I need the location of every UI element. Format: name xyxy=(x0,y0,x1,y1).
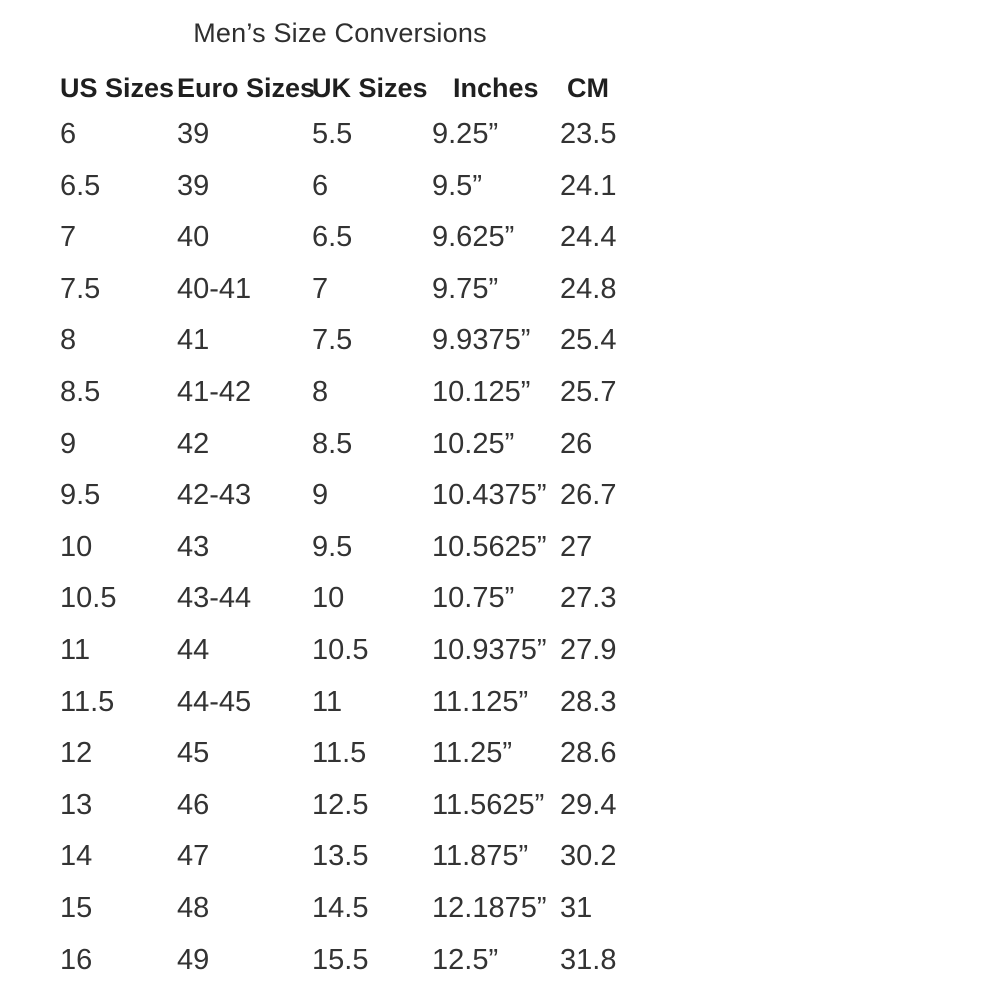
table-row xyxy=(60,783,680,835)
cell-euro-size: 41-42 xyxy=(177,375,252,408)
table-row xyxy=(60,112,680,164)
cell-euro-size: 40 xyxy=(177,221,210,254)
cell-uk-size: 10.5 xyxy=(312,633,369,666)
table-row xyxy=(60,370,680,422)
cell-cm: 27 xyxy=(560,530,593,563)
table-row xyxy=(60,267,680,319)
table-row xyxy=(60,164,680,216)
size-conversion-table xyxy=(60,66,680,989)
cell-cm: 26 xyxy=(560,427,593,460)
cell-us-size: 8 xyxy=(60,324,77,357)
cell-inches: 11.875” xyxy=(432,840,529,873)
cell-inches: 9.5” xyxy=(432,169,482,202)
cell-cm: 30.2 xyxy=(560,840,617,873)
cell-inches: 12.1875” xyxy=(432,891,547,924)
cell-inches: 12.5” xyxy=(432,943,499,976)
cell-cm: 26.7 xyxy=(560,479,617,512)
header-cm: CM xyxy=(567,73,609,103)
cell-inches: 10.75” xyxy=(432,582,515,615)
table-row xyxy=(60,576,680,628)
cell-inches: 10.25” xyxy=(432,427,515,460)
cell-us-size: 11.5 xyxy=(60,685,115,718)
cell-euro-size: 40-41 xyxy=(177,272,252,305)
cell-us-size: 8.5 xyxy=(60,375,101,408)
cell-us-size: 9.5 xyxy=(60,479,101,512)
cell-cm: 28.3 xyxy=(560,685,617,718)
cell-uk-size: 11 xyxy=(312,685,343,718)
cell-inches: 10.4375” xyxy=(432,479,547,512)
cell-euro-size: 44 xyxy=(177,633,210,666)
cell-uk-size: 8 xyxy=(312,375,329,408)
cell-uk-size: 7.5 xyxy=(312,324,353,357)
cell-uk-size: 8.5 xyxy=(312,427,353,460)
cell-uk-size: 9.5 xyxy=(312,530,353,563)
cell-inches: 9.9375” xyxy=(432,324,531,357)
cell-euro-size: 43-44 xyxy=(177,582,252,615)
cell-us-size: 16 xyxy=(60,943,93,976)
header-euro-sizes: Euro Sizes xyxy=(177,73,316,103)
cell-cm: 28.6 xyxy=(560,737,617,770)
cell-uk-size: 7 xyxy=(312,272,329,305)
table-row xyxy=(60,680,680,732)
cell-inches: 10.125” xyxy=(432,375,531,408)
cell-cm: 31.8 xyxy=(560,943,617,976)
cell-uk-size: 14.5 xyxy=(312,891,369,924)
cell-us-size: 7 xyxy=(60,221,77,254)
cell-cm: 27.3 xyxy=(560,582,617,615)
cell-uk-size: 10 xyxy=(312,582,345,615)
table-row xyxy=(60,628,680,680)
cell-uk-size: 6 xyxy=(312,169,329,202)
cell-us-size: 6.5 xyxy=(60,169,101,202)
cell-euro-size: 42 xyxy=(177,427,210,460)
cell-uk-size: 5.5 xyxy=(312,118,353,150)
cell-cm: 25.4 xyxy=(560,324,617,357)
cell-uk-size: 12.5 xyxy=(312,788,369,821)
table-header-row xyxy=(60,66,680,112)
cell-euro-size: 42-43 xyxy=(177,479,252,512)
cell-us-size: 7.5 xyxy=(60,272,101,305)
cell-uk-size: 6.5 xyxy=(312,221,353,254)
cell-euro-size: 49 xyxy=(177,943,210,976)
cell-uk-size: 15.5 xyxy=(312,943,369,976)
table-row xyxy=(60,938,680,990)
cell-us-size: 10.5 xyxy=(60,582,117,615)
cell-inches: 9.625” xyxy=(432,221,515,254)
cell-cm: 24.4 xyxy=(560,221,617,254)
cell-cm: 29.4 xyxy=(560,788,617,821)
table-row xyxy=(60,215,680,267)
cell-euro-size: 43 xyxy=(177,530,210,563)
cell-inches: 11.25” xyxy=(432,737,513,770)
cell-us-size: 13 xyxy=(60,788,93,821)
cell-inches: 10.9375” xyxy=(432,633,547,666)
cell-uk-size: 11.5 xyxy=(312,737,367,770)
cell-euro-size: 48 xyxy=(177,891,210,924)
header-us-sizes: US Sizes xyxy=(60,73,175,103)
cell-us-size: 10 xyxy=(60,530,93,563)
cell-uk-size: 9 xyxy=(312,479,329,512)
cell-inches: 9.75” xyxy=(432,272,499,305)
cell-euro-size: 44-45 xyxy=(177,685,252,718)
cell-us-size: 11 xyxy=(60,633,91,666)
cell-euro-size: 39 xyxy=(177,169,210,202)
table-row xyxy=(60,473,680,525)
cell-us-size: 9 xyxy=(60,427,77,460)
table-row xyxy=(60,886,680,938)
cell-inches: 9.25” xyxy=(432,118,499,150)
table-row xyxy=(60,834,680,886)
cell-cm: 27.9 xyxy=(560,633,617,666)
cell-cm: 24.1 xyxy=(560,169,617,202)
cell-uk-size: 13.5 xyxy=(312,840,369,873)
table-row xyxy=(60,525,680,577)
cell-cm: 31 xyxy=(560,891,593,924)
cell-cm: 25.7 xyxy=(560,375,617,408)
cell-euro-size: 45 xyxy=(177,737,210,770)
cell-cm: 24.8 xyxy=(560,272,617,305)
header-inches: Inches xyxy=(453,73,539,103)
table-row xyxy=(60,422,680,474)
cell-euro-size: 46 xyxy=(177,788,210,821)
cell-us-size: 14 xyxy=(60,840,93,873)
table-row xyxy=(60,318,680,370)
cell-euro-size: 41 xyxy=(177,324,210,357)
table-row xyxy=(60,731,680,783)
cell-euro-size: 39 xyxy=(177,118,210,150)
table-body xyxy=(60,112,680,989)
cell-inches: 10.5625” xyxy=(432,530,547,563)
cell-us-size: 12 xyxy=(60,737,93,770)
cell-inches: 11.5625” xyxy=(432,788,545,821)
page-title: Men’s Size Conversions xyxy=(193,18,487,48)
cell-euro-size: 47 xyxy=(177,840,210,873)
header-uk-sizes: UK Sizes xyxy=(312,73,428,103)
cell-us-size: 15 xyxy=(60,891,93,924)
cell-us-size: 6 xyxy=(60,118,77,150)
cell-inches: 11.125” xyxy=(432,685,529,718)
cell-cm: 23.5 xyxy=(560,118,617,150)
